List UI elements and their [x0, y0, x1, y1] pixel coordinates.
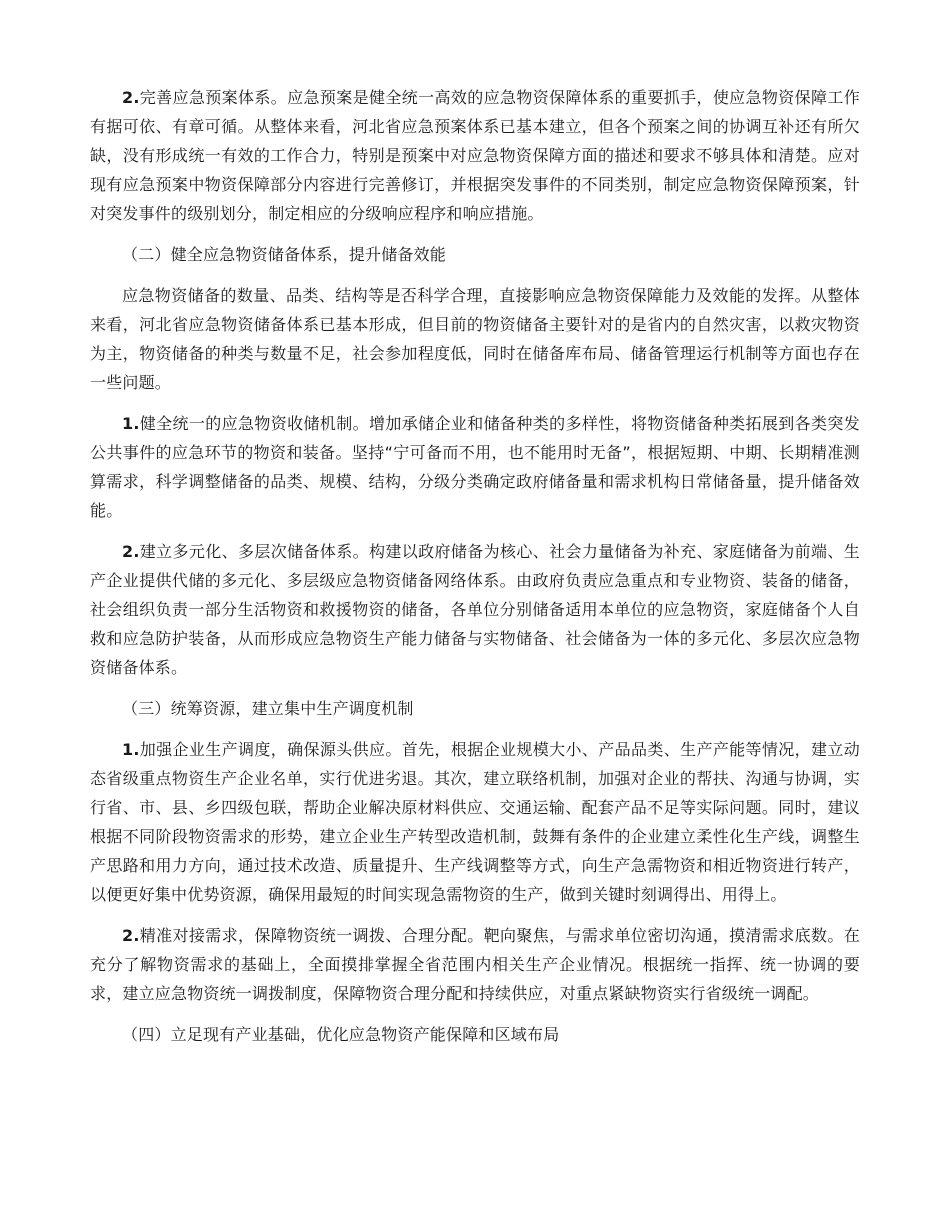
section-heading-4: （四）立足现有产业基础，优化应急物资产能保障和区域布局 — [122, 1025, 560, 1044]
paragraph-demand-matching — [90, 921, 860, 1008]
paragraph-text: 建立多元化、多层次储备体系。构建以政府储备为核心、社会力量储备为补充、家庭储备为前端、生产企业提供代储的多元化、多层级应急物资储备网络体系。由政府负责应急重点和专业物资、装备的储备，社会组织负责一部分生活物资和救援物资的储备，各单位分别储备适用本单位的应急物资，家庭储备个人自救和应急防护装备，从而形成应急物资生产能力储备与实物储备、社会储备为一体的多元化、多层次应急物资储备体系。 — [90, 542, 860, 677]
item-number: 2. — [122, 926, 140, 945]
paragraph-multilevel-reserve — [90, 537, 860, 682]
section-heading-2: （二）健全应急物资储备体系，提升储备效能 — [122, 245, 447, 264]
paragraph-text: 精准对接需求，保障物资统一调拨、合理分配。靶向聚焦，与需求单位密切沟通，摸清需求底数。在充分了解物资需求的基础上，全面摸排掌握全省范围内相关生产企业情况。根据统一指挥、统一协调的要求，建立应急物资统一调拨制度，保障物资合理分配和持续供应，对重点紧缺物资实行省级统一调配。 — [90, 926, 860, 1003]
paragraph-reserve-overview — [90, 281, 860, 397]
paragraph-text: 加强企业生产调度，确保源头供应。首先，根据企业规模大小、产品品类、生产产能等情况，建立动态省级重点物资生产企业名单，实行优进劣退。其次，建立联络机制，加强对企业的帮扶、沟通与协调，实行省、市、县、乡四级包联，帮助企业解决原材料供应、交通运输、配套产品不足等实际问题。同时，建议根据不同阶段物资需求的形势，建立企业生产转型改造机制，鼓舞有条件的企业建立柔性化生产线，调整生产思路和用力方向，通过技术改造、质量提升、生产线调整等方式，向生产急需物资和相近物资进行转产，以便更好集中优势资源，确保用最短的时间实现急需物资的生产，做到关键时刻调得出、用得上。 — [90, 740, 860, 904]
item-number: 1. — [122, 740, 140, 759]
paragraph-improve-emergency-plan — [90, 83, 860, 228]
item-number: 2. — [122, 542, 140, 561]
section-heading-3: （三）统筹资源，建立集中生产调度机制 — [122, 699, 414, 718]
paragraph-text: 完善应急预案体系。应急预案是健全统一高效的应急物资保障体系的重要抓手，使应急物资保障工作有据可依、有章可循。从整体来看，河北省应急预案体系已基本建立，但各个预案之间的协调互补还有所欠缺，没有形成统一有效的工作合力，特别是预案中对应急物资保障方面的描述和要求不够具体和清楚。应对现有应急预案中物资保障部分内容进行完善修订，并根据突发事件的不同类别，制定应急物资保障预案，针对突发事件的级别划分，制定相应的分级响应程序和响应措施。 — [90, 88, 860, 223]
item-number: 2. — [122, 88, 140, 107]
paragraph-text: 应急物资储备的数量、品类、结构等是否科学合理，直接影响应急物资保障能力及效能的发挥。从整体来看，河北省应急物资储备体系已基本形成，但目前的物资储备主要针对的是省内的自然灾害，以救灾物资为主，物资储备的种类与数量不足，社会参加程度低，同时在储备库布局、储备管理运行机制等方面也存在一些问题。 — [90, 286, 860, 392]
paragraph-storage-mechanism — [90, 409, 860, 525]
paragraph-text: 健全统一的应急物资收储机制。增加承储企业和储备种类的多样性，将物资储备种类拓展到各类突发公共事件的应急环节的物资和装备。坚持“宁可备而不用，也不能用时无备”，根据短期、中期、长期精准测算需求，科学调整储备的品类、规模、结构，分级分类确定政府储备量和需求机构日常储备量，提升储备效能。 — [90, 414, 860, 520]
paragraph-production-dispatch — [90, 735, 860, 909]
item-number: 1. — [122, 414, 140, 433]
